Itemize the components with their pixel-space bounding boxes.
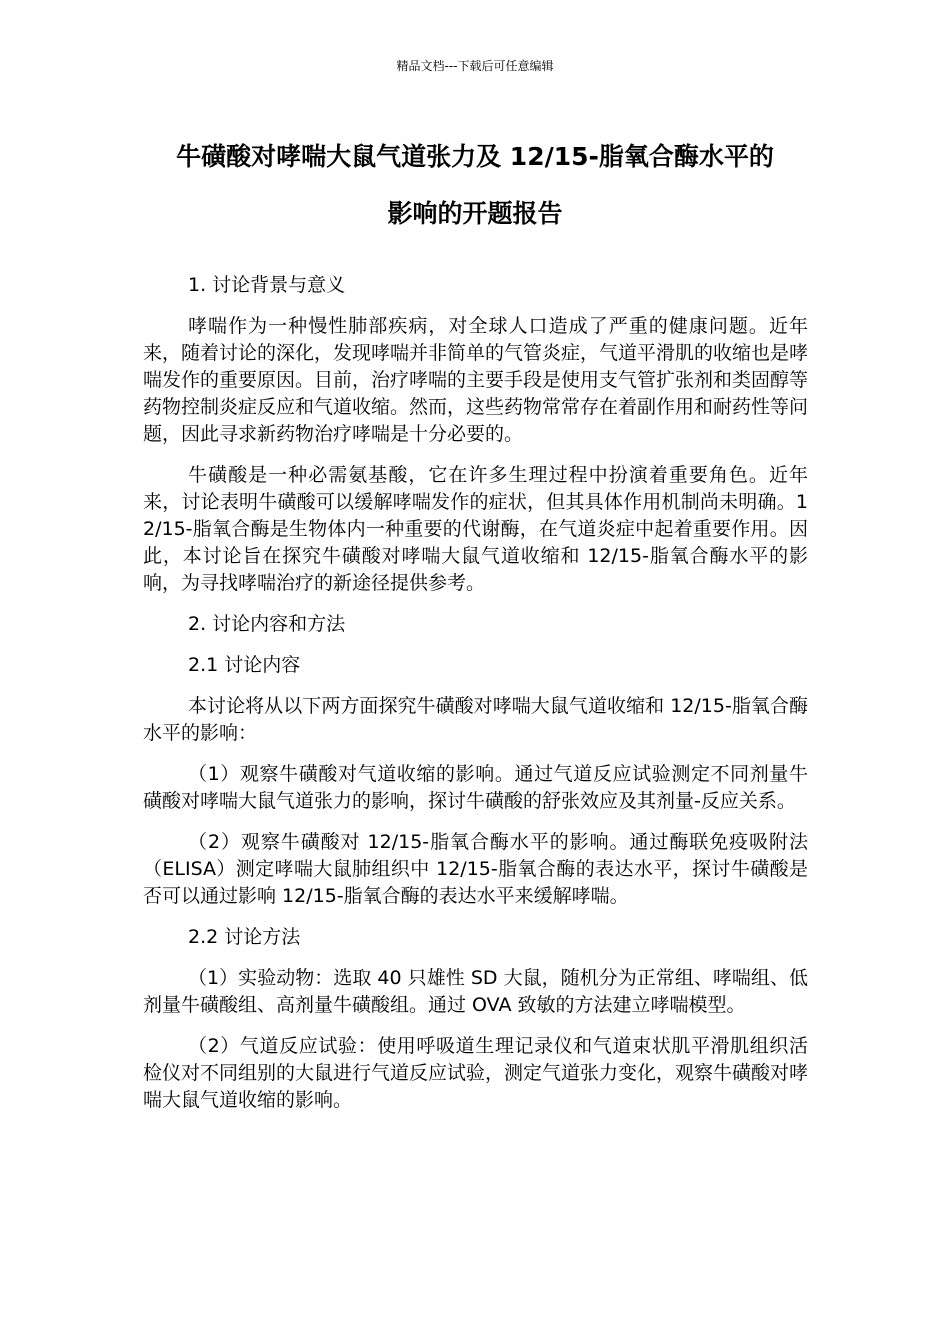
section-1-paragraph-2: 牛磺酸是一种必需氨基酸，它在许多生理过程中扮演着重要角色。近年来，讨论表明牛磺酸可以缓解哮喘发作的症状，但其具体作用机制尚未明确。12/15-脂氧合酶是生物体内一种重要的代谢酶，在气道炎症中起着重要作用。因此，本讨论旨在探究牛磺酸对哮喘大鼠气道收缩和 12/15-脂氧合酶水平的影响，为寻找哮喘治疗的新途径提供参考。 — [143, 464, 808, 594]
document-body — [143, 272, 808, 1128]
section-1-paragraph-1: 哮喘作为一种慢性肺部疾病，对全球人口造成了严重的健康问题。近年来，随着讨论的深化，发现哮喘并非简单的气管炎症，气道平滑肌的收缩也是哮喘发作的重要原因。目前，治疗哮喘的主要手段是使用支气管扩张剂和类固醇等药物控制炎症反应和气道收缩。然而，这些药物常常存在着副作用和耐药性等问题，因此寻求新药物治疗哮喘是十分必要的。 — [143, 315, 809, 445]
section-2-2-heading: 2.2 讨论方法 — [188, 926, 301, 948]
document-title-line-1: 牛磺酸对哮喘大鼠气道张力及 12/15-脂氧合酶水平的 — [176, 142, 774, 171]
section-2-1-item-1: （1）观察牛磺酸对气道收缩的影响。通过气道反应试验测定不同剂量牛磺酸对哮喘大鼠气道张力的影响，探讨牛磺酸的舒张效应及其剂量-反应关系。 — [143, 763, 808, 812]
document-title-line-2: 影响的开题报告 — [387, 199, 563, 228]
section-2-2-item-1: （1）实验动物：选取 40 只雄性 SD 大鼠，随机分为正常组、哮喘组、低剂量牛磺酸组、高剂量牛磺酸组。通过 OVA 致敏的方法建立哮喘模型。 — [143, 967, 808, 1016]
section-2-1-item-2: （2）观察牛磺酸对 12/15-脂氧合酶水平的影响。通过酶联免疫吸附法（ELISA）测定哮喘大鼠肺组织中 12/15-脂氧合酶的表达水平，探讨牛磺酸是否可以通过影响 12/15-脂氧合酶的表达水平来缓解哮喘。 — [143, 831, 808, 907]
section-2-2-item-2: （2）气道反应试验：使用呼吸道生理记录仪和气道束状肌平滑肌组织活检仪对不同组别的大鼠进行气道反应试验，测定气道张力变化，观察牛磺酸对哮喘大鼠气道收缩的影响。 — [143, 1035, 809, 1111]
section-2-1-heading: 2.1 讨论内容 — [188, 654, 301, 676]
section-2-heading: 2. 讨论内容和方法 — [188, 613, 346, 635]
section-1-heading: 1. 讨论背景与意义 — [188, 274, 346, 296]
document-title — [130, 128, 820, 242]
header-note: 精品文档---下载后可任意编辑 — [396, 59, 554, 73]
section-2-1-intro: 本讨论将从以下两方面探究牛磺酸对哮喘大鼠气道收缩和 12/15-脂氧合酶水平的影响： — [143, 695, 808, 744]
